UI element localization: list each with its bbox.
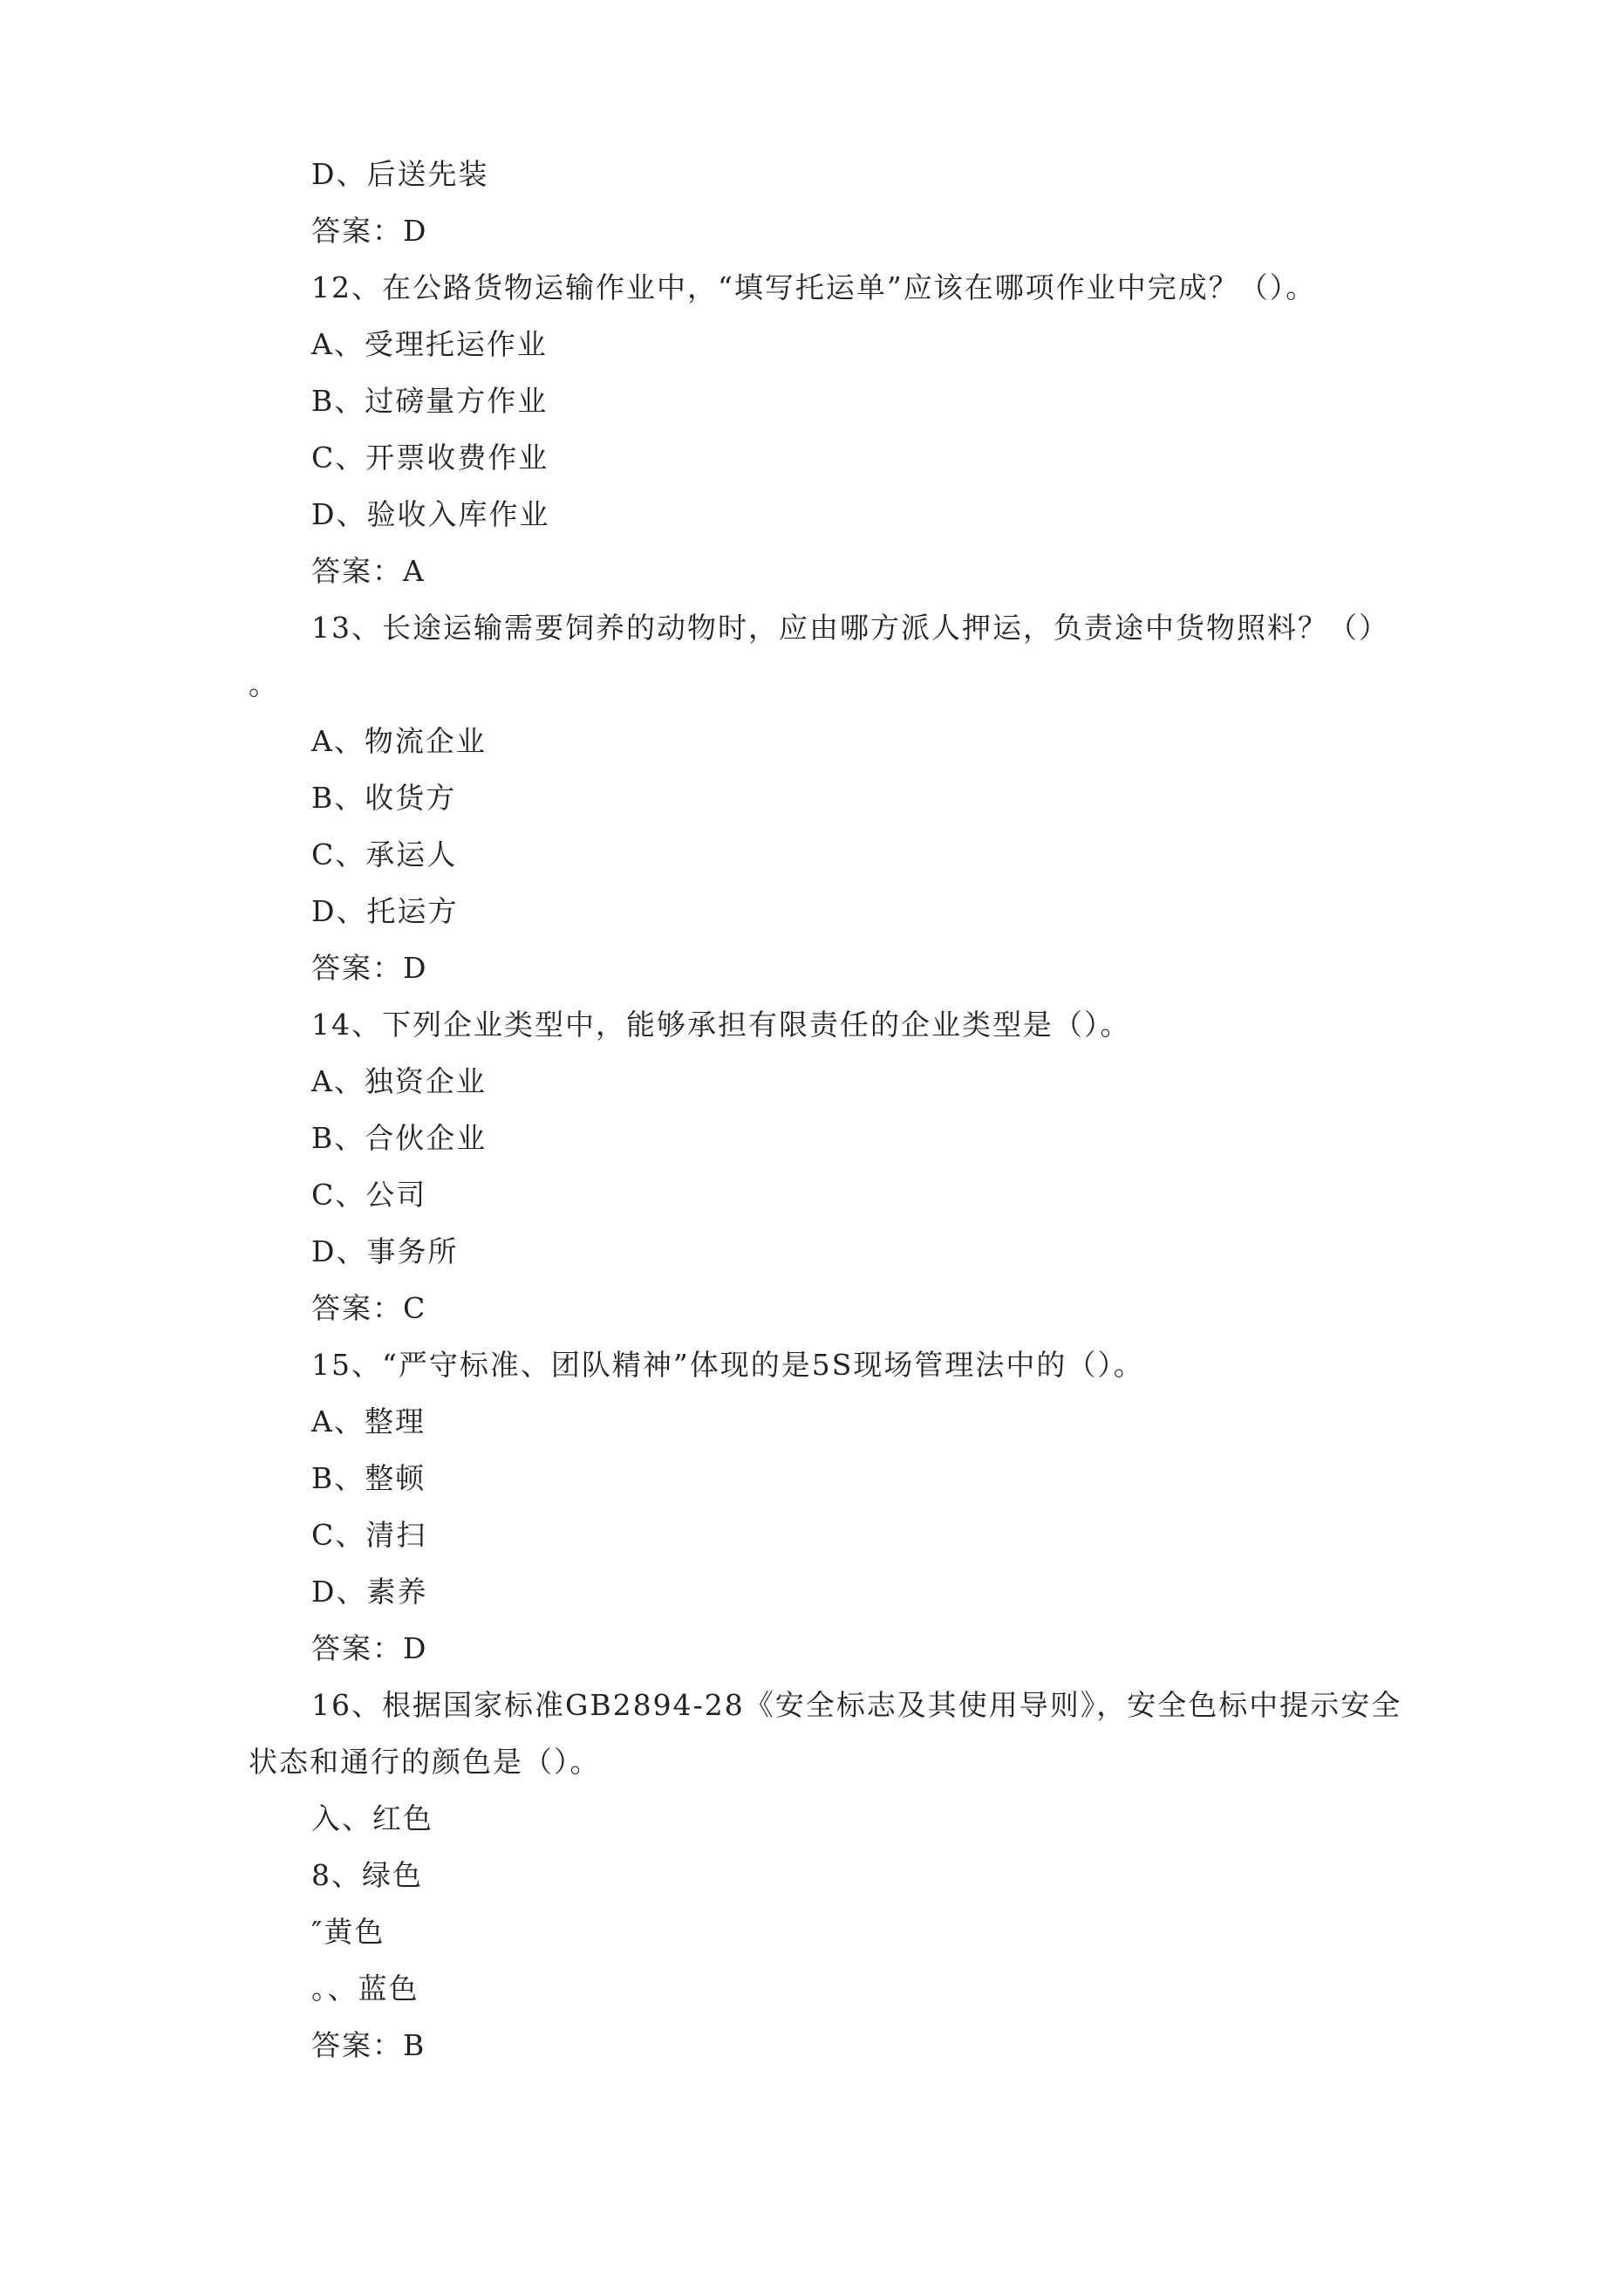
option-d-q11: D、后送先装	[311, 157, 489, 191]
option-b-q14: B、合伙企业	[311, 1121, 488, 1155]
question-13: 13、长途运输需要饲养的动物时，应由哪方派人押运，负责途中货物照料？（）	[311, 611, 1389, 645]
option-d-q16: 。、蓝色	[311, 1971, 419, 2006]
option-c-q16: ″黄色	[311, 1915, 385, 1949]
question-16-continuation: 状态和通行的颜色是（）。	[249, 1745, 601, 1779]
option-b-q15: B、整顿	[311, 1461, 426, 1495]
option-a-q15: A、整理	[311, 1404, 426, 1438]
option-d-q12: D、验收入库作业	[311, 497, 550, 531]
question-13-continuation: 。	[249, 667, 279, 701]
option-c-q12: C、开票收费作业	[311, 441, 549, 475]
answer-q16: 答案：B	[311, 2028, 426, 2062]
answer-q15: 答案：D	[311, 1631, 428, 1665]
option-c-q15: C、清扫	[311, 1518, 427, 1552]
option-d-q14: D、事务所	[311, 1234, 459, 1268]
question-14: 14、下列企业类型中，能够承担有限责任的企业类型是（）。	[311, 1008, 1131, 1042]
answer-q13: 答案：D	[311, 951, 428, 985]
answer-q12: 答案：A	[311, 554, 426, 588]
answer-q14: 答案：C	[311, 1291, 427, 1325]
option-b-q16: 8、绿色	[311, 1858, 423, 1892]
question-12: 12、在公路货物运输作业中，“填写托运单”应该在哪项作业中完成？（）。	[311, 270, 1317, 304]
option-b-q12: B、过磅量方作业	[311, 384, 549, 418]
option-d-q13: D、托运方	[311, 894, 459, 928]
option-a-q13: A、物流企业	[311, 724, 487, 758]
option-b-q13: B、收货方	[311, 781, 457, 815]
question-15: 15、“严守标准、团队精神”体现的是5S现场管理法中的（）。	[311, 1348, 1144, 1382]
option-c-q13: C、承运人	[311, 837, 458, 871]
option-d-q15: D、素养	[311, 1575, 428, 1609]
question-16: 16、根据国家标准GB2894-28《安全标志及其使用导则》，安全色标中提示安全	[311, 1688, 1402, 1722]
option-a-q16: 入、红色	[311, 1801, 433, 1835]
option-a-q14: A、独资企业	[311, 1064, 487, 1098]
option-a-q12: A、受理托运作业	[311, 327, 548, 361]
option-c-q14: C、公司	[311, 1178, 427, 1212]
answer-q11: 答案：D	[311, 214, 428, 248]
